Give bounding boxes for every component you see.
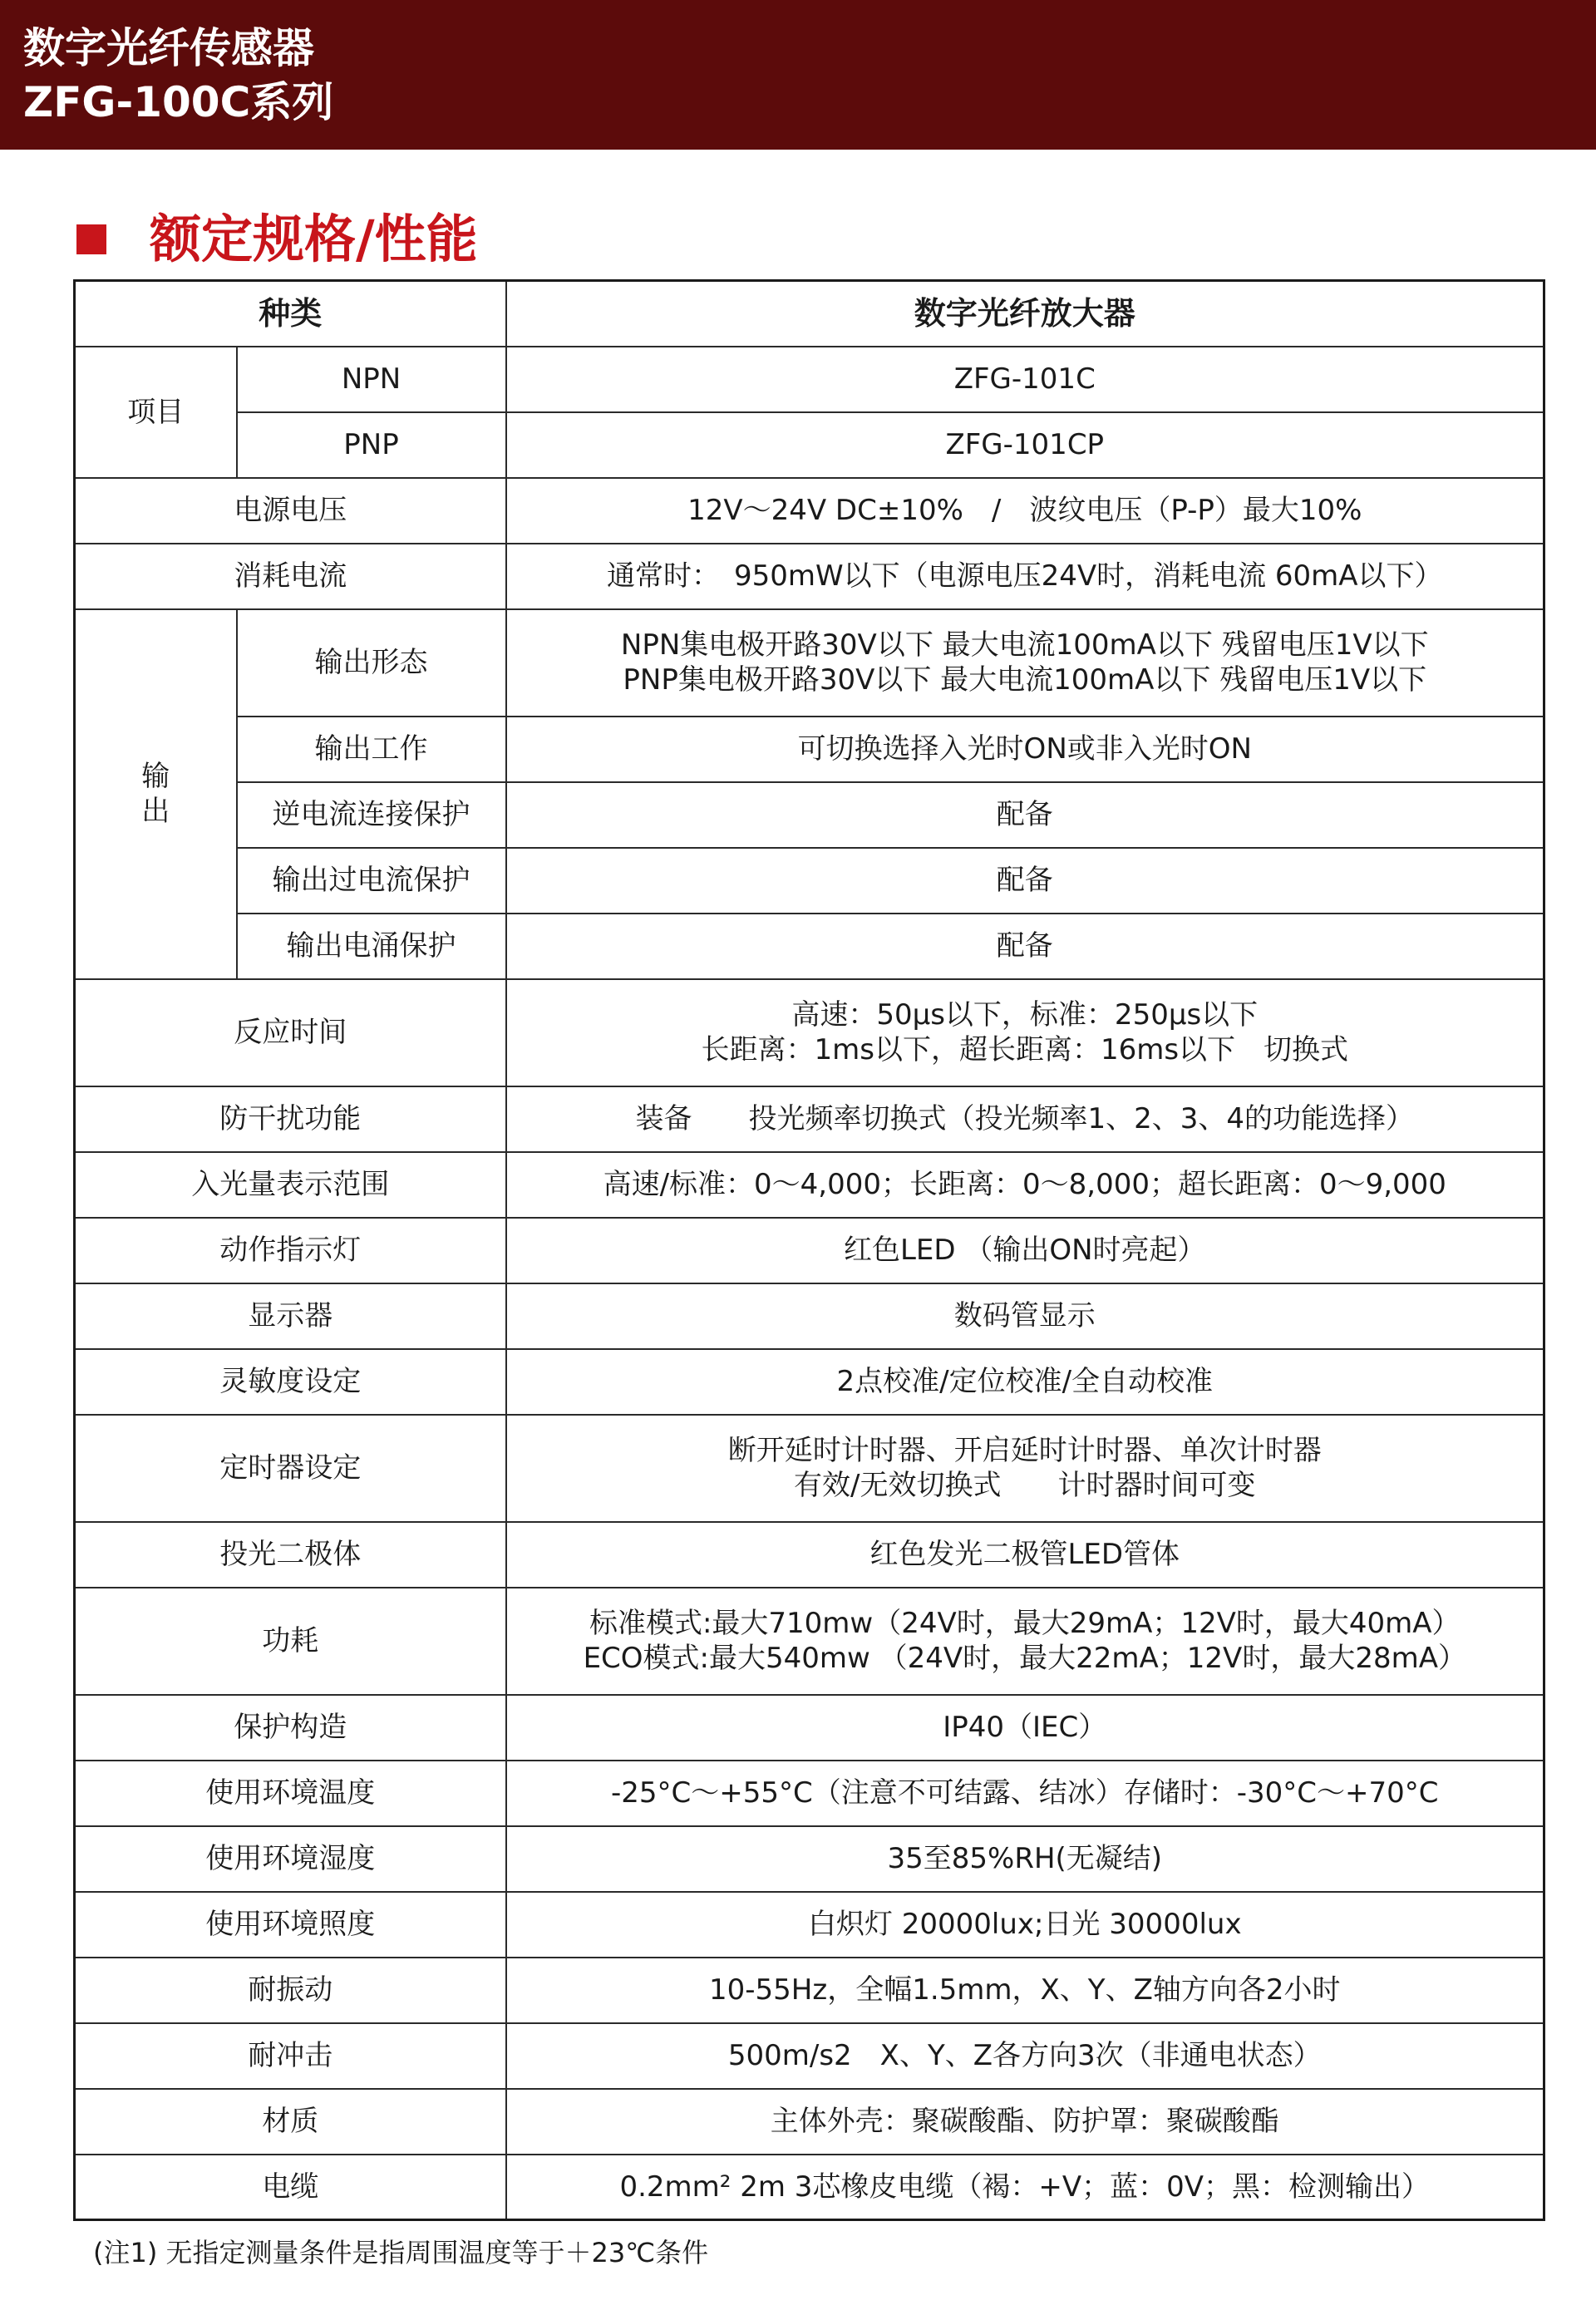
row-value: 可切换选择入光时ON或非入光时ON [506, 717, 1544, 782]
row-label: 电源电压 [75, 478, 506, 544]
row-label: 输出形态 [237, 609, 506, 717]
table-row [75, 1826, 1544, 1892]
output-group-label: 输 出 [75, 609, 237, 979]
row-value: -25°C～+55°C（注意不可结露、结冰）存储时：-30°C～+70°C [506, 1761, 1544, 1826]
row-label: 投光二极体 [75, 1522, 506, 1588]
row-label: 材质 [75, 2089, 506, 2155]
table-row [75, 412, 1544, 478]
table-row [75, 1218, 1544, 1283]
square-bullet-icon [76, 224, 106, 254]
row-value: 通常时： 950mW以下（电源电压24V时，消耗电流 60mA以下） [506, 544, 1544, 609]
row-label: 耐冲击 [75, 2023, 506, 2089]
row-label: 灵敏度设定 [75, 1349, 506, 1415]
row-value: 高速：50μs以下，标准：250μs以下 长距离：1ms以下，超长距离：16ms以下 切换式 [506, 979, 1544, 1086]
row-label: 功耗 [75, 1588, 506, 1695]
table-row [75, 1522, 1544, 1588]
table-row [75, 979, 1544, 1086]
table-header-row [75, 281, 1544, 347]
row-value: NPN集电极开路30V以下 最大电流100mA以下 残留电压1V以下 PNP集电极开路30V以下 最大电流100mA以下 残留电压1V以下 [506, 609, 1544, 717]
row-label: 定时器设定 [75, 1415, 506, 1522]
row-value: 配备 [506, 848, 1544, 914]
header-series: ZFG-100C系列 [23, 78, 334, 126]
row-value: 装备 投光频率切换式（投光频率1、2、3、4的功能选择） [506, 1086, 1544, 1152]
table-row [75, 347, 1544, 412]
row-label: 输出工作 [237, 717, 506, 782]
table-row [75, 1695, 1544, 1761]
row-value: IP40（IEC） [506, 1695, 1544, 1761]
row-value: 500m/s2 X、Y、Z各方向3次（非通电状态） [506, 2023, 1544, 2089]
row-label: 耐振动 [75, 1958, 506, 2023]
row-label: 消耗电流 [75, 544, 506, 609]
row-value: 2点校准/定位校准/全自动校准 [506, 1349, 1544, 1415]
table-row [75, 1761, 1544, 1826]
row-value: 白炽灯 20000lux;日光 30000lux [506, 1892, 1544, 1958]
item-label: 项目 [75, 347, 237, 478]
row-label: 保护构造 [75, 1695, 506, 1761]
table-row [75, 478, 1544, 544]
row-value: 高速/标准：0～4,000；长距离：0～8,000；超长距离：0～9,000 [506, 1152, 1544, 1218]
table-row [75, 848, 1544, 914]
header-product: 数字光纤放大器 [506, 281, 1544, 347]
row-label: 使用环境温度 [75, 1761, 506, 1826]
row-value: 35至85%RH(无凝结) [506, 1826, 1544, 1892]
row-label: 反应时间 [75, 979, 506, 1086]
row-value: 主体外壳：聚碳酸酯、防护罩：聚碳酸酯 [506, 2089, 1544, 2155]
header-bar [0, 0, 1596, 150]
row-label: 输出电涌保护 [237, 914, 506, 979]
row-value: 配备 [506, 914, 1544, 979]
table-row [75, 2089, 1544, 2155]
header-title: 数字光纤传感器 [23, 24, 314, 72]
table-row [75, 1152, 1544, 1218]
table-row [75, 1349, 1544, 1415]
row-label: 电缆 [75, 2155, 506, 2220]
table-row [75, 1588, 1544, 1695]
table-row [75, 2023, 1544, 2089]
section-title: 额定规格/性能 [150, 209, 478, 269]
header-type: 种类 [75, 281, 506, 347]
spec-table [73, 279, 1545, 2221]
row-value: 红色发光二极管LED管体 [506, 1522, 1544, 1588]
row-label: 使用环境湿度 [75, 1826, 506, 1892]
table-row [75, 609, 1544, 717]
row-value: 断开延时计时器、开启延时计时器、单次计时器 有效/无效切换式 计时器时间可变 [506, 1415, 1544, 1522]
table-row [75, 717, 1544, 782]
row-value: 12V～24V DC±10% / 波纹电压（P-P）最大10% [506, 478, 1544, 544]
pnp-model: ZFG-101CP [506, 412, 1544, 478]
table-row [75, 544, 1544, 609]
row-label: 动作指示灯 [75, 1218, 506, 1283]
npn-label: NPN [237, 347, 506, 412]
row-value: 红色LED （输出ON时亮起） [506, 1218, 1544, 1283]
row-value: 标准模式:最大710mw（24V时，最大29mA；12V时，最大40mA） ECO模式:最大540mw （24V时，最大22mA；12V时，最大28mA） [506, 1588, 1544, 1695]
row-label: 防干扰功能 [75, 1086, 506, 1152]
table-row [75, 1283, 1544, 1349]
row-label: 入光量表示范围 [75, 1152, 506, 1218]
table-row [75, 1086, 1544, 1152]
npn-model: ZFG-101C [506, 347, 1544, 412]
row-value: 数码管显示 [506, 1283, 1544, 1349]
row-label: 显示器 [75, 1283, 506, 1349]
table-row [75, 2155, 1544, 2220]
row-value: 10-55Hz，全幅1.5mm，X、Y、Z轴方向各2小时 [506, 1958, 1544, 2023]
footnote: (注1) 无指定测量条件是指周围温度等于＋23℃条件 [93, 2237, 709, 2268]
row-value: 0.2mm² 2m 3芯橡皮电缆（褐：+V；蓝：0V；黑：检测输出） [506, 2155, 1544, 2220]
section-heading [76, 202, 825, 277]
row-label: 输出过电流保护 [237, 848, 506, 914]
table-row [75, 1892, 1544, 1958]
row-value: 配备 [506, 782, 1544, 848]
row-label: 使用环境照度 [75, 1892, 506, 1958]
table-row [75, 782, 1544, 848]
table-row [75, 914, 1544, 979]
row-label: 逆电流连接保护 [237, 782, 506, 848]
table-row [75, 1958, 1544, 2023]
pnp-label: PNP [237, 412, 506, 478]
table-row [75, 1415, 1544, 1522]
